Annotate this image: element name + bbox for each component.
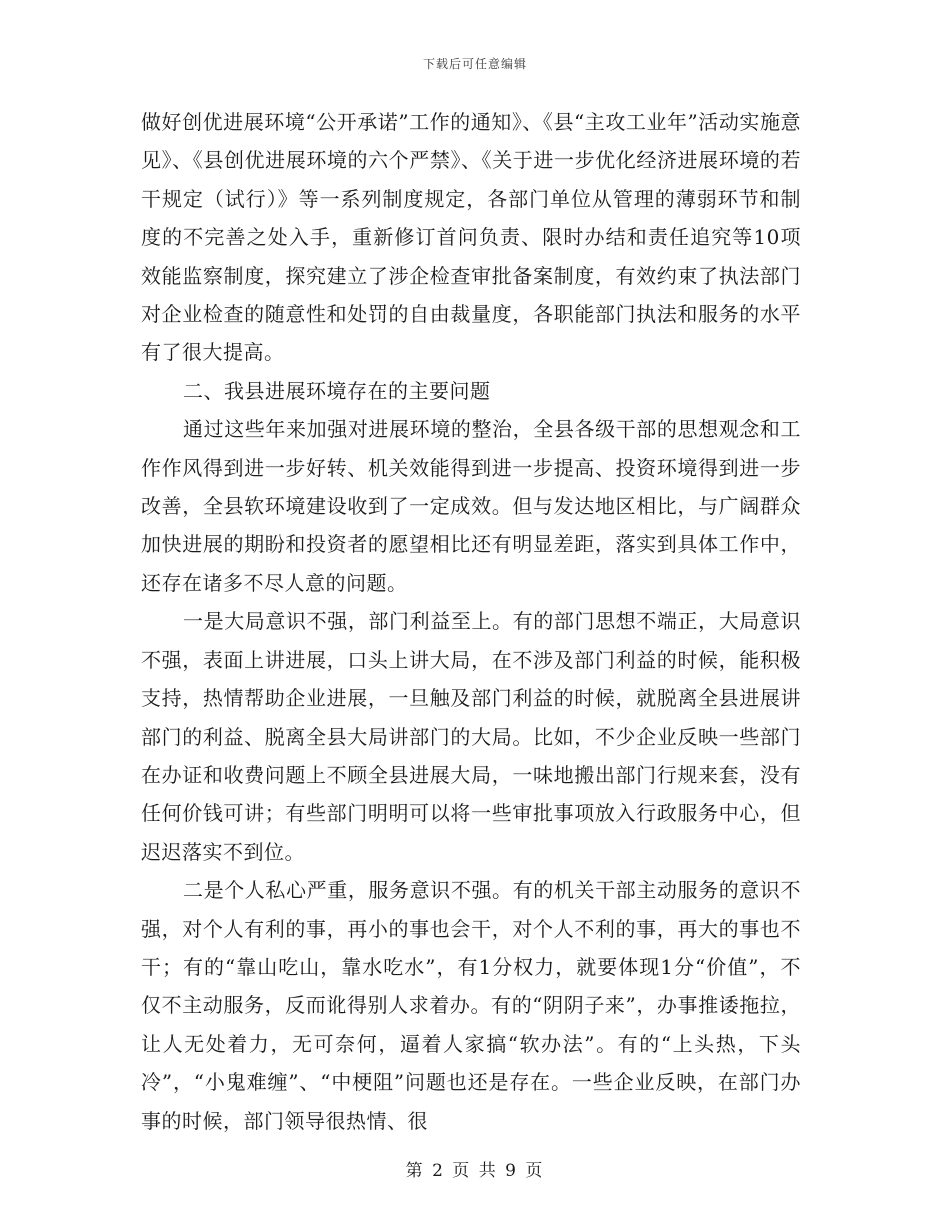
paragraph-overview: 通过这些年来加强对进展环境的整治，全县各级干部的思想观念和工作作风得到进一步好转、机关效能得到进一步提高、投资环境得到进一步改善，全县软环境建设收到了一定成效。但与发达地区相比，与广阔群众加快进展的期盼和投资者的愿望相比还有明显差距，落实到具体工作中，还存在诸多不尽人意的问题。 <box>141 417 801 595</box>
section-heading-main-problems: 二、我县进展环境存在的主要问题 <box>183 378 491 403</box>
document-body <box>141 103 801 1140</box>
paragraph-problem-one: 一是大局意识不强，部门利益至上。有的部门思想不端正，大局意识不强，表面上讲进展，口头上讲大局，在不涉及部门利益的时候，能积极支持，热情帮助企业进展，一旦触及部门利益的时候，就脱离全县进展讲部门的利益、脱离全县大局讲部门的大局。比如，不少企业反映一些部门在办证和收费问题上不顾全县进展大局，一味地搬出部门行规来套，没有任何价钱可讲；有些部门明明可以将一些审批事项放入行政服务中心，但迟迟落实不到位。 <box>141 609 801 864</box>
page-header: 下载后可任意编辑 <box>422 57 527 71</box>
page-footer: 第 2 页 共 9 页 <box>405 1161 545 1181</box>
paragraph-problem-two: 二是个人私心严重，服务意识不强。有的机关干部主动服务的意识不强，对个人有利的事，再小的事也会干，对个人不利的事，再大的事也不干；有的“靠山吃山，靠水吃水”，有1分权力，就要体现1分“价值”，不仅不主动服务，反而讹得别人求着办。有的“阴阴子来”，办事推诿拖拉，让人无处着力，无可奈何，逼着人家搞“软办法”。有的“上头热，下头冷”，“小鬼难缠”、“中梗阻”问题也还是存在。一些企业反映，在部门办事的时候，部门领导很热情、很 <box>141 878 801 1133</box>
paragraph-regulations: 做好创优进展环境“公开承诺”工作的通知》、《县“主攻工业年”活动实施意见》、《县创优进展环境的六个严禁》、《关于进一步优化经济进展环境的若干规定（试行）》等一系列制度规定，各部门单位从管理的薄弱环节和制度的不完善之处入手，重新修订首问负责、限时办结和责任追究等10项效能监察制度，探究建立了涉企检查审批备案制度，有效约束了执法部门对企业检查的随意性和处罚的自由裁量度，各职能部门执法和服务的水平有了很大提高。 <box>141 110 801 365</box>
